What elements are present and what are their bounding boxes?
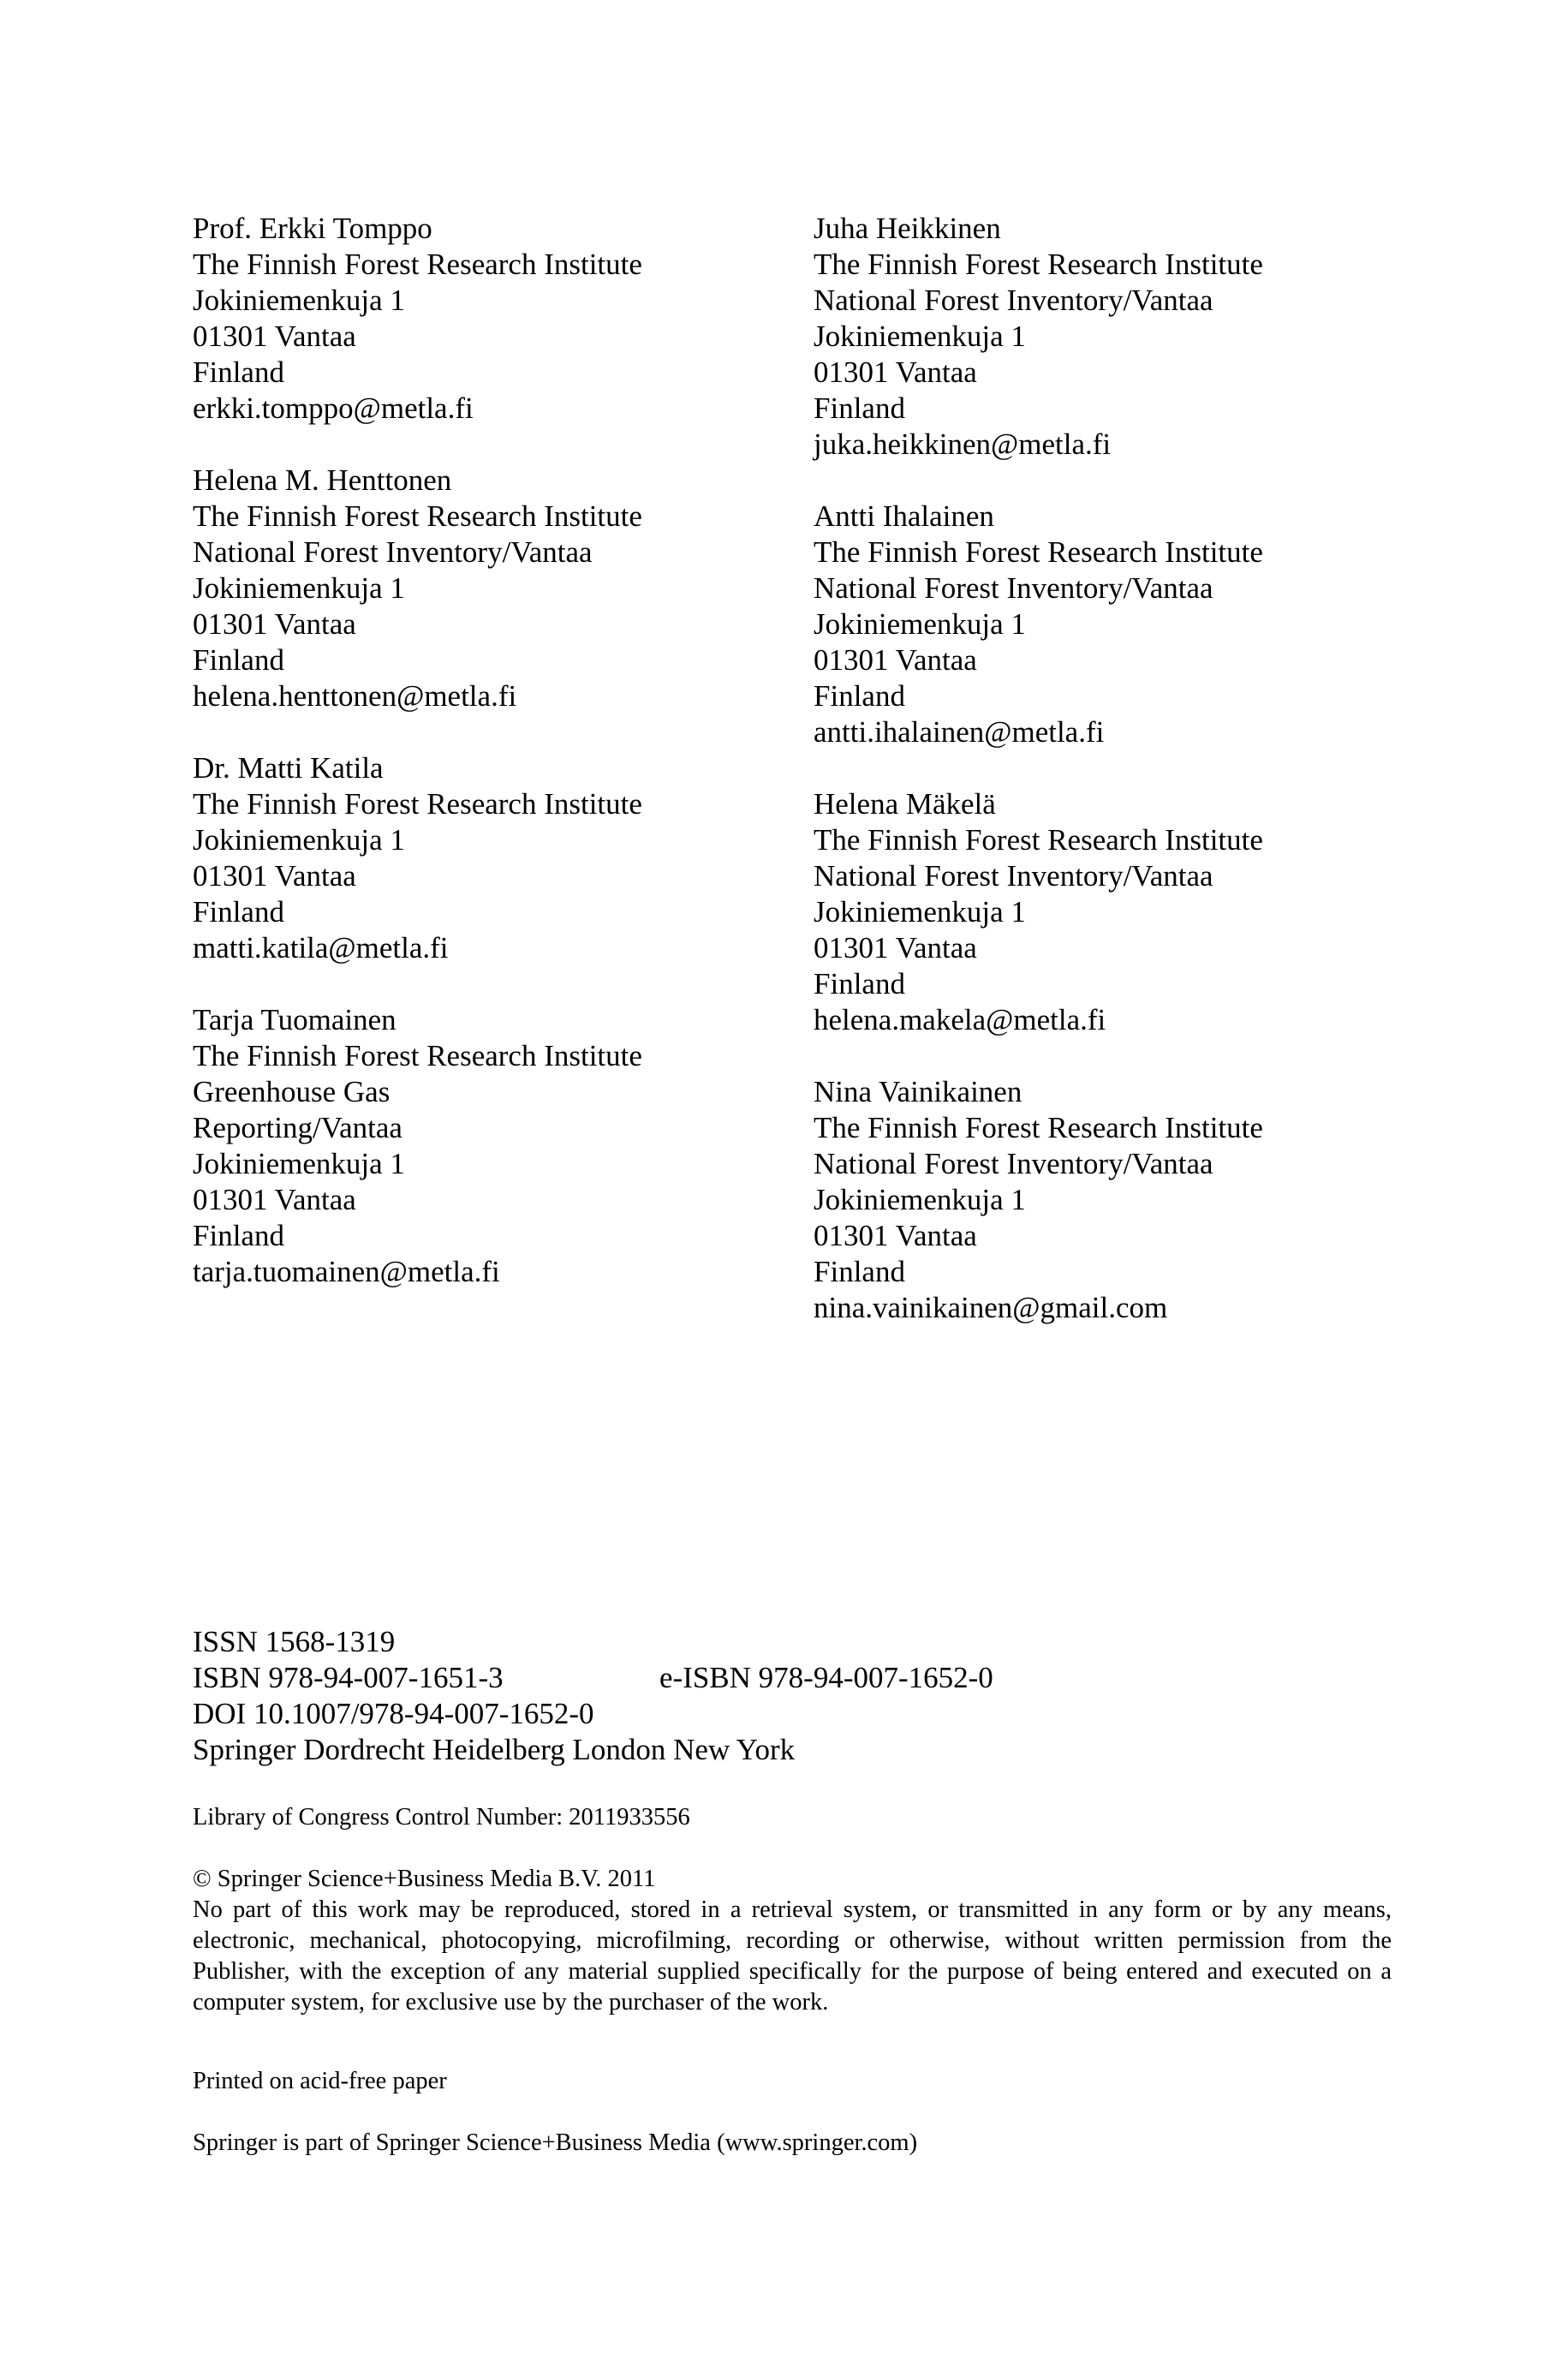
contact-country: Finland <box>193 1219 284 1252</box>
copyright-block <box>193 1864 1392 2018</box>
isbn-row <box>193 1660 1392 1696</box>
contact-card <box>193 1002 809 1290</box>
contact-card <box>814 211 1430 463</box>
contact-email: helena.makela@metla.fi <box>814 1003 1106 1036</box>
contact-country: Finland <box>193 643 284 677</box>
contact-card <box>193 463 809 714</box>
contact-email: erkki.tomppo@metla.fi <box>193 391 474 425</box>
contact-name: Helena Mäkelä <box>814 787 996 821</box>
contact-institute: The Finnish Forest Research Institute <box>193 787 642 821</box>
contact-country: Finland <box>814 1255 905 1288</box>
contact-card <box>814 786 1430 1038</box>
contact-country: Finland <box>193 355 284 389</box>
printed-note: Printed on acid-free paper <box>193 2068 447 2094</box>
contact-institute: The Finnish Forest Research Institute <box>193 248 642 281</box>
contacts-right-column <box>814 211 1430 1362</box>
contact-street: Jokiniemenkuja 1 <box>193 1147 405 1180</box>
contact-department: Greenhouse Gas <box>193 1075 391 1108</box>
contact-country: Finland <box>193 895 284 929</box>
contact-department: National Forest Inventory/Vantaa <box>814 1147 1213 1180</box>
contact-card <box>193 750 809 966</box>
contact-email: tarja.tuomainen@metla.fi <box>193 1255 500 1288</box>
library-of-congress-number: Library of Congress Control Number: 2011933556 <box>193 1804 690 1831</box>
contact-department: National Forest Inventory/Vantaa <box>814 284 1213 317</box>
contact-department: National Forest Inventory/Vantaa <box>814 571 1213 605</box>
contact-card <box>814 499 1430 750</box>
contact-street: Jokiniemenkuja 1 <box>814 320 1026 353</box>
contact-department: National Forest Inventory/Vantaa <box>814 859 1213 893</box>
contact-email: antti.ihalainen@metla.fi <box>814 715 1105 749</box>
contact-name: Tarja Tuomainen <box>193 1003 396 1036</box>
contact-institute: The Finnish Forest Research Institute <box>814 1111 1263 1144</box>
copyright-notice: © Springer Science+Business Media B.V. 2011 <box>193 1866 656 1892</box>
contact-city: 01301 Vantaa <box>814 643 977 677</box>
contact-department-cont: Reporting/Vantaa <box>193 1111 402 1144</box>
contact-city: 01301 Vantaa <box>193 320 356 353</box>
contact-street: Jokiniemenkuja 1 <box>193 284 405 317</box>
contact-city: 01301 Vantaa <box>193 859 356 893</box>
contact-name: Antti Ihalainen <box>814 499 994 533</box>
contact-street: Jokiniemenkuja 1 <box>193 823 405 857</box>
contact-city: 01301 Vantaa <box>814 1219 977 1252</box>
contact-name: Dr. Matti Katila <box>193 751 384 785</box>
contact-country: Finland <box>814 391 905 425</box>
springer-note: Springer is part of Springer Science+Business Media (www.springer.com) <box>193 2129 918 2156</box>
contact-institute: The Finnish Forest Research Institute <box>193 1039 642 1072</box>
contact-street: Jokiniemenkuja 1 <box>814 1183 1026 1216</box>
contact-city: 01301 Vantaa <box>193 607 356 641</box>
contact-city: 01301 Vantaa <box>193 1183 356 1216</box>
contact-country: Finland <box>814 679 905 713</box>
contact-city: 01301 Vantaa <box>814 931 977 965</box>
contact-institute: The Finnish Forest Research Institute <box>814 823 1263 857</box>
contact-department: National Forest Inventory/Vantaa <box>193 535 593 569</box>
contact-email: nina.vainikainen@gmail.com <box>814 1291 1168 1324</box>
contacts-left-column <box>193 211 809 1326</box>
publication-identifiers <box>193 1624 1392 1768</box>
contact-institute: The Finnish Forest Research Institute <box>814 535 1263 569</box>
contact-institute: The Finnish Forest Research Institute <box>814 248 1263 281</box>
contact-street: Jokiniemenkuja 1 <box>193 571 405 605</box>
contact-street: Jokiniemenkuja 1 <box>814 607 1026 641</box>
contact-name: Juha Heikkinen <box>814 212 1001 245</box>
doi: DOI 10.1007/978-94-007-1652-0 <box>193 1697 594 1730</box>
contact-name: Helena M. Henttonen <box>193 463 452 497</box>
contact-country: Finland <box>814 967 905 1000</box>
contact-email: helena.henttonen@metla.fi <box>193 679 517 713</box>
isbn: ISBN 978-94-007-1651-3 <box>193 1661 504 1694</box>
contact-name: Nina Vainikainen <box>814 1075 1022 1108</box>
publisher-cities: Springer Dordrecht Heidelberg London New York <box>193 1733 796 1766</box>
contact-street: Jokiniemenkuja 1 <box>814 895 1026 929</box>
issn: ISSN 1568-1319 <box>193 1625 396 1658</box>
contact-email: matti.katila@metla.fi <box>193 931 449 965</box>
contact-name: Prof. Erkki Tomppo <box>193 212 432 245</box>
contact-email: juka.heikkinen@metla.fi <box>814 427 1112 461</box>
rights-statement: No part of this work may be reproduced, stored in a retrieval system, or transmitted in any form or by any means, electronic, mechanical, photocopying, microfilming, recording or otherwise, without written permission from the Publisher, with the exception of any material supplied specifically for the purpose of being entered and executed on a computer system, for exclusive use by the purchaser of the work. <box>193 1896 1392 2016</box>
e-isbn: e-ISBN 978-94-007-1652-0 <box>659 1661 993 1694</box>
contact-city: 01301 Vantaa <box>814 355 977 389</box>
contact-card <box>814 1074 1430 1326</box>
contact-institute: The Finnish Forest Research Institute <box>193 499 642 533</box>
contact-card <box>193 211 809 427</box>
